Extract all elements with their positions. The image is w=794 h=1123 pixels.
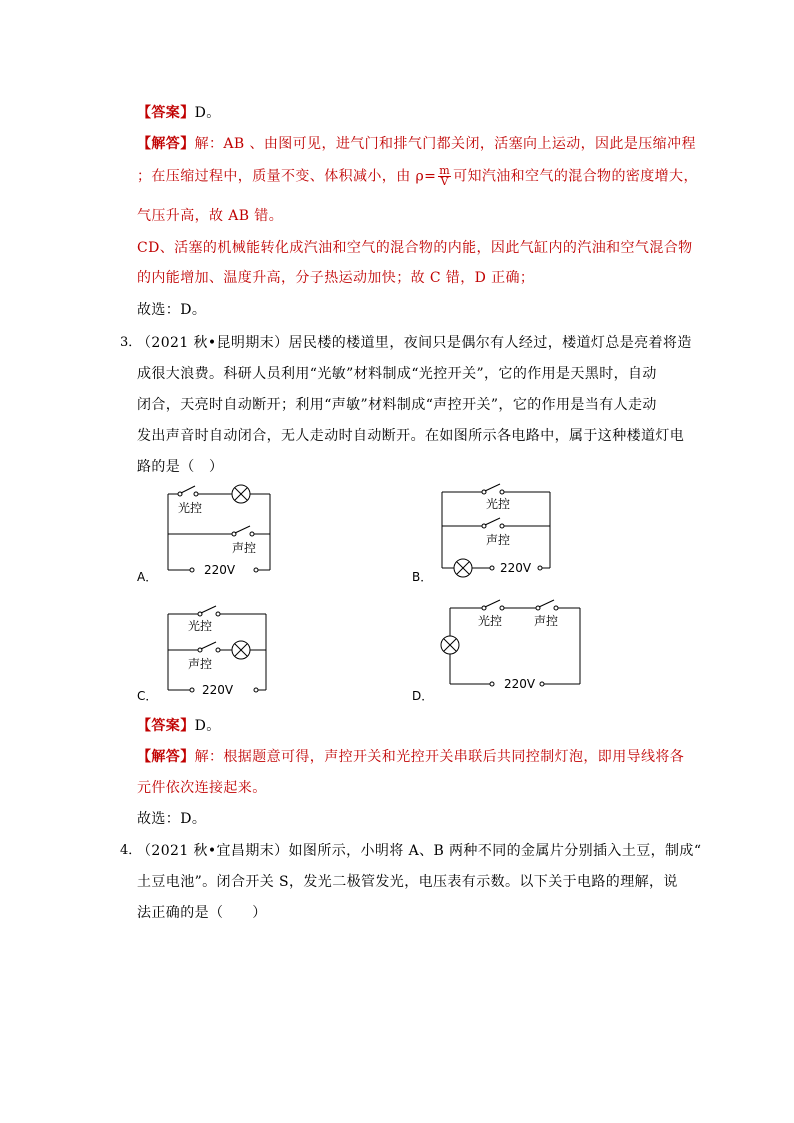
q3-analysis-line-1 <box>137 747 684 767</box>
fraction-denominator: V <box>440 175 449 188</box>
light-control-label: 光控 <box>486 497 511 511</box>
q3-stem-line-4: 发出声音时自动闭合，无人走动时自动断开。在如图所示各电路中，属于这种楼道灯电 <box>137 428 685 444</box>
question-number: 3． <box>120 335 142 350</box>
sound-control-label: 声控 <box>534 614 559 628</box>
analysis-text: 解：根据题意可得，声控开关和光控开关串联后共同控制灯泡，即用导线将各 <box>194 749 685 765</box>
q3-stem-line-1: （2021 秋•昆明期末）居民楼的楼道里，夜间只是偶尔有人经过，楼道灯总是亮着将造 <box>137 335 692 351</box>
light-switch-blade <box>181 486 195 493</box>
sound-control-label: 声控 <box>232 541 257 555</box>
answer-value: D。 <box>194 718 221 734</box>
q3-stem-line-2: 成很大浪费。科研人员利用“光敏”材料制成“光控开关”，它的作用是天黑时，自动 <box>137 366 657 382</box>
option-c-label: C． <box>137 689 158 703</box>
question-number: 4． <box>120 843 142 858</box>
q4-stem-line-2: 土豆电池”。闭合开关 S，发光二极管发光，电压表有示数。以下关于电路的理解，说 <box>137 874 678 890</box>
answer-tag: 【答案】 <box>137 718 195 734</box>
q2-analysis-line-4: CD、活塞的机械能转化成汽油和空气的混合物的内能，因此气缸内的汽油和空气混合物 <box>137 240 693 256</box>
voltage-label: 220V <box>204 563 236 577</box>
voltage-label: 220V <box>202 683 234 697</box>
answer-value: D。 <box>194 105 221 121</box>
light-control-label: 光控 <box>188 619 213 633</box>
q2-analysis-line-5: 的内能增加、温度升高，分子热运动加快；故 C 错，D 正确； <box>137 270 535 286</box>
light-control-label: 光控 <box>478 614 503 628</box>
analysis-text: 解：AB 、由图可见，进气门和排气门都关闭，活塞向上运动，因此是压缩冲程 <box>194 136 696 152</box>
option-a-label: A． <box>137 570 158 584</box>
q2-analysis-line-2 <box>137 166 698 187</box>
fraction-numerator: m <box>439 164 451 177</box>
q4-stem-line-1: （2021 秋•宜昌期末）如图所示，小明将 A、B 两种不同的金属片分别插入土豆，制成“ <box>137 843 702 859</box>
answer-tag: 【答案】 <box>137 105 195 121</box>
q2-analysis-line-1 <box>137 134 696 154</box>
sound-control-label: 声控 <box>486 533 511 547</box>
circuit-b-diagram <box>436 482 556 578</box>
circuit-c-diagram <box>160 604 276 698</box>
option-b-label: B． <box>412 570 433 584</box>
voltage-label: 220V <box>500 561 532 575</box>
analysis-text: 可知汽油和空气的混合物的密度增大， <box>453 168 698 185</box>
q3-choice-line: 故选：D。 <box>137 811 207 827</box>
sound-control-label: 声控 <box>188 657 213 671</box>
q2-analysis-line-3: 气压升高，故 AB 错。 <box>137 208 284 224</box>
option-d-label: D． <box>412 689 434 703</box>
circuit-a-diagram <box>160 478 280 578</box>
q4-stem-line-3: 法正确的是（ ） <box>137 905 267 921</box>
q3-answer-line <box>137 716 221 736</box>
q3-stem-line-5: 路的是（ ） <box>137 459 224 475</box>
analysis-tag: 【解答】 <box>137 749 195 765</box>
q3-stem-line-3: 闭合，天亮时自动断开；利用“声敏”材料制成“声控开关”，它的作用是当有人走动 <box>137 397 657 413</box>
analysis-text: ；在压缩过程中，质量不变、体积减小，由 ρ= <box>137 168 437 185</box>
circuit-d-diagram <box>438 596 588 694</box>
density-fraction <box>438 166 451 187</box>
light-control-label: 光控 <box>178 501 203 515</box>
voltage-label: 220V <box>504 677 536 691</box>
q3-analysis-line-2: 元件依次连接起来。 <box>137 780 267 796</box>
q2-choice-line: 故选：D。 <box>137 302 207 318</box>
analysis-tag: 【解答】 <box>137 136 195 152</box>
q2-answer-line <box>137 103 221 123</box>
